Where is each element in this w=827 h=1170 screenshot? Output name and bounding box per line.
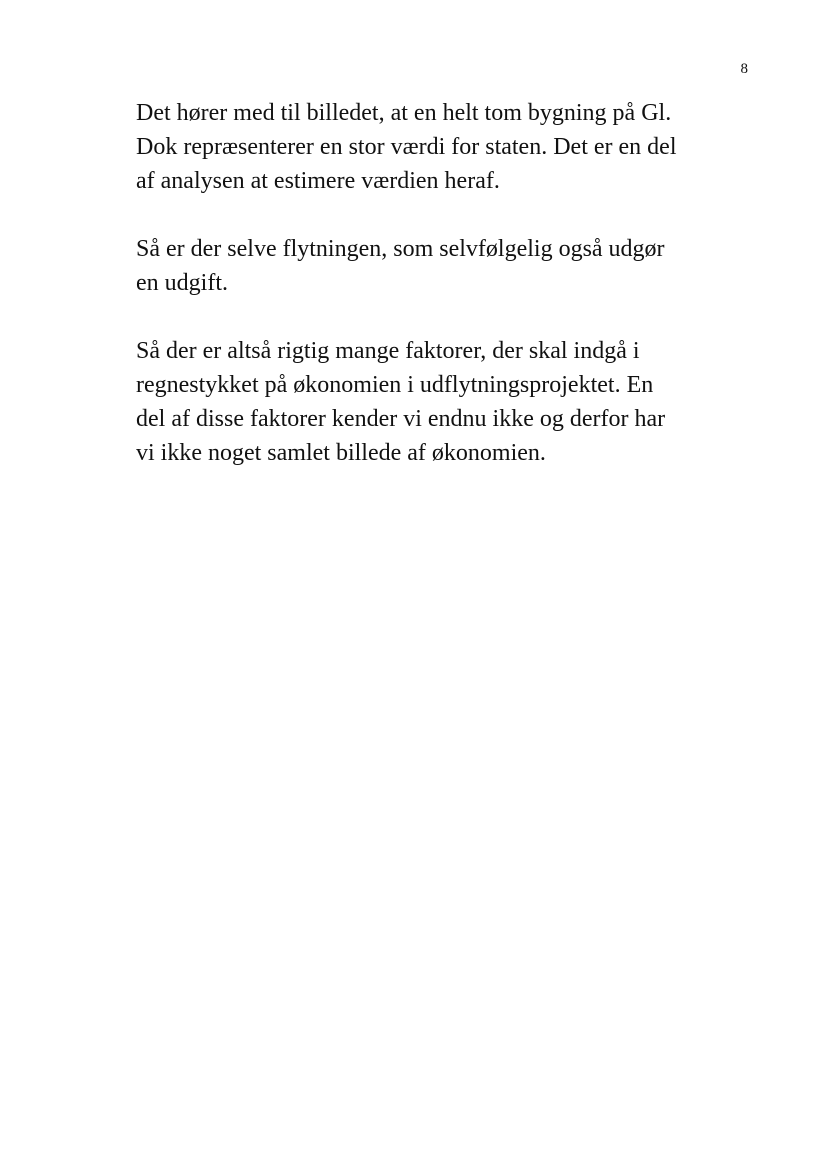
text-line: Så der er altså rigtig mange faktorer, der skal indgå i (136, 338, 640, 364)
paragraph-building-value (136, 96, 756, 198)
paragraph-relocation-cost (136, 232, 756, 300)
paragraph-factors (136, 334, 756, 470)
page-number: 8 (740, 61, 748, 77)
text-line: del af disse faktorer kender vi endnu ikke og derfor har (136, 406, 666, 432)
body-text (136, 96, 756, 504)
text-line: Dok repræsenterer en stor værdi for staten. Det er en del (136, 134, 677, 160)
text-line: af analysen at estimere værdien heraf. (136, 168, 500, 194)
text-line: Det hører med til billedet, at en helt tom bygning på Gl. (136, 100, 672, 126)
text-line: en udgift. (136, 270, 228, 296)
text-line: Så er der selve flytningen, som selvfølgelig også udgør (136, 236, 665, 262)
text-line: vi ikke noget samlet billede af økonomien. (136, 440, 546, 466)
text-line: regnestykket på økonomien i udflytningsprojektet. En (136, 372, 654, 398)
